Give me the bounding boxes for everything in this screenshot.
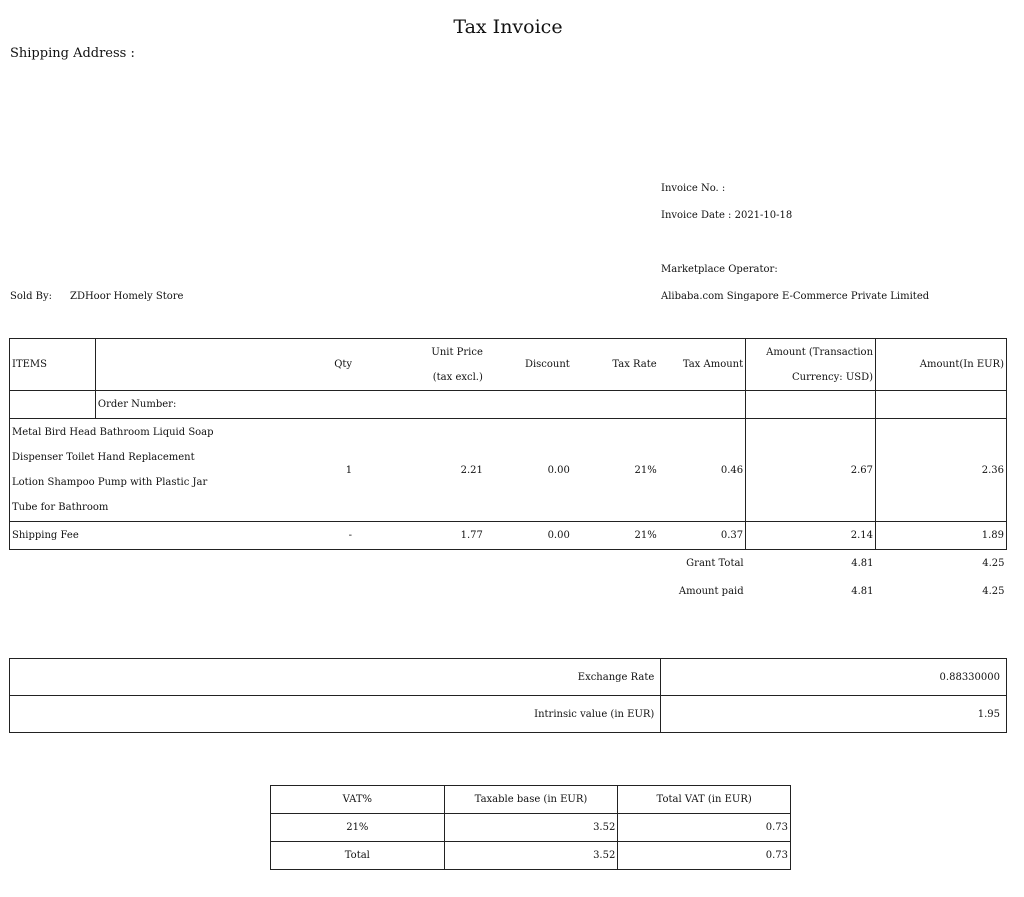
header-amount-transaction [746,339,876,391]
items-table [9,338,1007,606]
marketplace-operator-value: Alibaba.com Singapore E-Commerce Private Limited [661,291,930,302]
vat-total-cell: 0.73 [618,814,791,842]
vat-rate-cell: Total [271,842,445,870]
table-row [271,842,791,870]
page-title: Tax Invoice [453,16,563,38]
order-number-row [10,391,1007,419]
order-number-label: Order Number: [95,391,658,419]
product-tax-amount: 0.46 [659,419,746,522]
exchange-rate-row [10,659,1007,696]
grant-total-transaction: 4.81 [851,558,874,570]
shipping-discount: 0.00 [485,522,572,550]
product-amount-transaction: 2.67 [746,419,876,522]
vat-base-cell: 3.52 [444,814,618,842]
exchange-table [9,658,1007,733]
exchange-rate-label: Exchange Rate [10,659,661,696]
sold-by-value: ZDHoor Homely Store [70,291,184,302]
shipping-unit-price: 1.77 [354,522,485,550]
vat-header-total: Total VAT (in EUR) [618,786,791,814]
vat-rate-cell: 21% [271,814,445,842]
header-discount: Discount [485,339,572,391]
shipping-qty: - [270,522,354,550]
items-header-row [10,339,1007,391]
shipping-amount-transaction: 2.14 [746,522,876,550]
table-row [271,814,791,842]
exchange-rate-value: 0.88330000 [661,659,1007,696]
amount-paid-label: Amount paid [678,586,744,597]
amount-paid-transaction: 4.81 [851,586,874,597]
product-description [10,419,271,522]
header-amount-transaction-line2: Currency: USD) [792,371,874,383]
shipping-fee-label: Shipping Fee [10,522,271,550]
sold-by-label: Sold By: [10,291,53,302]
product-desc-line: Lotion Shampoo Pump with Plastic Jar [12,477,208,488]
product-tax-rate: 21% [572,419,659,522]
grant-total-row [10,550,1007,578]
shipping-address-label: Shipping Address : [10,46,135,61]
header-amount-transaction-line1: Amount (Transaction [766,346,874,358]
product-desc-line: Dispenser Toilet Hand Replacement [12,452,195,463]
vat-total-cell: 0.73 [618,842,791,870]
vat-header-rate: VAT% [271,786,445,814]
shipping-fee-row [10,522,1007,550]
header-unit-price [354,339,485,391]
intrinsic-value-label: Intrinsic value (in EUR) [10,696,661,733]
header-tax-amount: Tax Amount [659,339,746,391]
header-unit-price-line2: (tax excl.) [432,371,483,383]
invoice-date: Invoice Date : 2021-10-18 [661,210,793,221]
product-unit-price: 2.21 [354,419,485,522]
shipping-tax-amount: 0.37 [659,522,746,550]
product-desc-line: Metal Bird Head Bathroom Liquid Soap [12,427,214,438]
intrinsic-value-row [10,696,1007,733]
invoice-no-label: Invoice No. : [661,183,726,194]
header-tax-rate: Tax Rate [572,339,659,391]
product-amount-eur: 2.36 [876,419,1007,522]
vat-header-base: Taxable base (in EUR) [444,786,618,814]
header-qty: Qty [270,339,354,391]
header-items: ITEMS [10,339,96,391]
vat-base-cell: 3.52 [444,842,618,870]
shipping-tax-rate: 21% [572,522,659,550]
product-qty: 1 [270,419,354,522]
product-desc-line: Tube for Bathroom [12,502,109,513]
vat-header-row [271,786,791,814]
grant-total-eur: 4.25 [982,558,1005,570]
shipping-amount-eur: 1.89 [876,522,1007,550]
header-unit-price-line1: Unit Price [431,346,483,358]
amount-paid-row [10,578,1007,606]
grant-total-label: Grant Total [686,558,744,570]
intrinsic-value: 1.95 [661,696,1007,733]
amount-paid-eur: 4.25 [982,586,1005,597]
header-amount-eur: Amount(In EUR) [876,339,1007,391]
product-discount: 0.00 [485,419,572,522]
vat-table [270,785,791,870]
marketplace-operator-label: Marketplace Operator: [661,264,778,275]
table-row [10,419,1007,522]
